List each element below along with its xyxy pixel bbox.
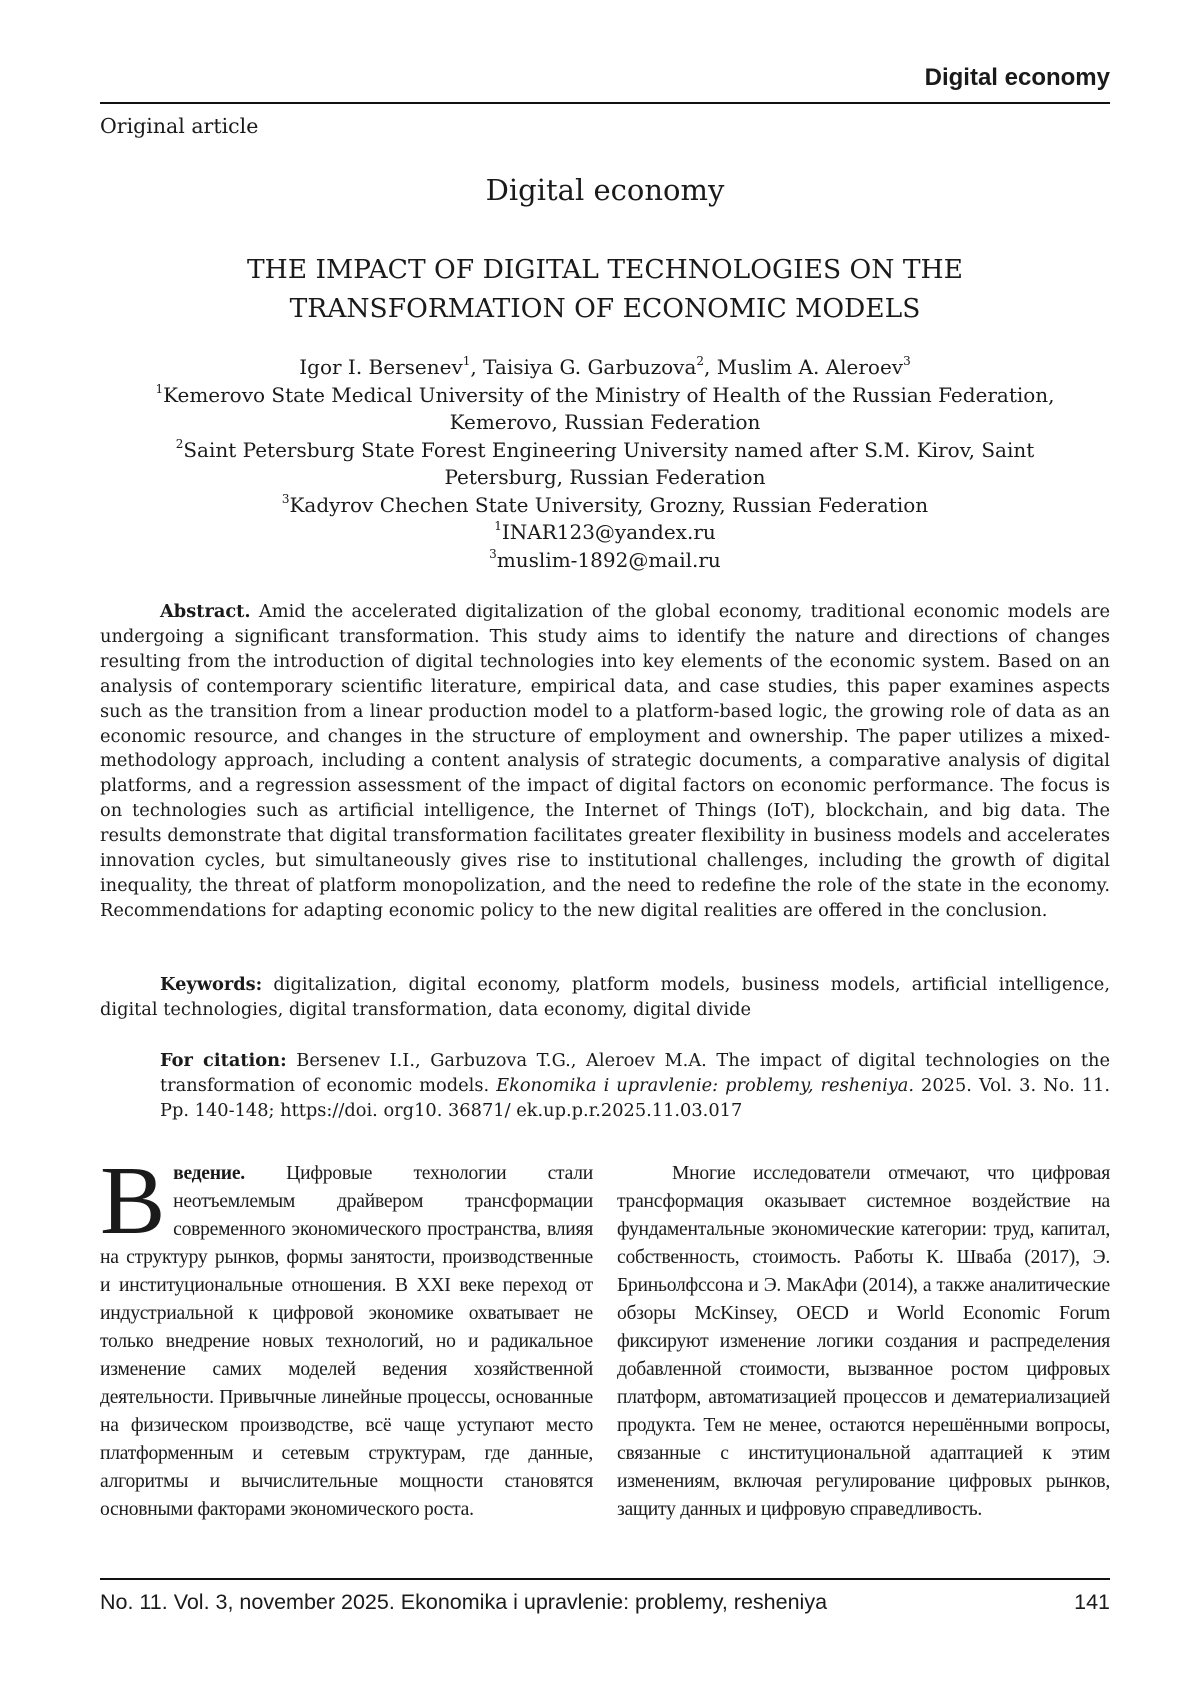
author-1-mark: 1	[462, 354, 471, 369]
intro-text: Цифровые технологии стали неотъемлемым драйвером трансформации современного экономического пространства, влияя на структуру рынков, формы занятости, производственные и институциональные отношения. В XXI веке переход от индустриальной к цифровой экономике охватывает не только внедрение новых технологий, но и радикальное изменение самих моделей ведения хозяйственной деятельности. Привычные линейные процессы, основанные на физическом производстве, всё чаще уступают место платформенным и сетевым структурам, где данные, алгоритмы и вычислительные мощности становятся основными факторами экономического роста.	[100, 1163, 593, 1520]
citation-label: For citation:	[160, 1050, 287, 1071]
footer-rule	[100, 1578, 1110, 1580]
running-header: Digital economy	[924, 64, 1110, 91]
affiliation-2-cont: Petersburg, Russian Federation	[444, 465, 766, 489]
body-column-right: Многие исследователи отмечают, что цифровая трансформация оказывает системное воздействие на фундаментальные экономические категории: труд, капитал, собственность, стоимость. Работы К. Шваба (2017), Э. Бриньолфссона и Э. МакАфи (2014), а также аналитические обзоры McKinsey, OECD и World Economic Forum фиксируют изменение логики создания и распределения добавленной стоимости, вызванное ростом цифровых платформ, автоматизацией процессов и дематериализацией продукта. Тем не менее, остаются нерешёнными вопросы, связанные с институциональной адаптацией к этим изменениям, включая регулирование цифровых рынков, защиту данных и цифровую справедливость.	[617, 1163, 1110, 1520]
citation-journal: Ekonomika i upravlenie: problemy, resheniya.	[496, 1074, 915, 1096]
keywords	[100, 973, 1110, 1023]
email-3: $^3$muslim-1892@mail.ru	[489, 546, 721, 572]
intro-label: ведение.	[173, 1163, 245, 1184]
article-title-line-2: TRANSFORMATION OF ECONOMIC MODELS	[289, 293, 921, 324]
article-title-line-1: THE IMPACT OF DIGITAL TECHNOLOGIES ON THE	[246, 254, 963, 285]
header-rule	[100, 102, 1110, 104]
affiliation-2: $^2$Saint Petersburg State Forest Engineering University named after S.M. Kirov, Saint	[175, 436, 1035, 462]
drop-cap: В	[100, 1147, 166, 1255]
body-column-left	[100, 1147, 593, 1524]
email-1: $^1$INAR123@yandex.ru	[494, 519, 716, 544]
affiliation-1-cont: Kemerovo, Russian Federation	[449, 410, 761, 434]
affiliation-1: $^1$Kemerovo State Medical University of the Ministry of Health of the Russian Federation,	[155, 381, 1055, 407]
author-3: Muslim A. Aleroev	[716, 355, 904, 379]
section-title: Digital economy	[485, 173, 725, 207]
article-title	[100, 250, 1110, 328]
author-3-mark: 3	[903, 354, 911, 369]
article-type: Original article	[100, 114, 259, 138]
author-1: Igor I. Bersenev	[299, 355, 463, 379]
abstract-text: Amid the accelerated digitalization of the global economy, traditional economic models are undergoing a significant transformation. This study aims to identify the nature and directions of changes resulting from the introduction of digital technologies into key elements of the economic system. Based on an analysis of contemporary scientific literature, empirical data, and case studies, this paper examines aspects such as the transition from a linear production model to a platform-based logic, the growing role of data as an economic resource, and changes in the structure of employment and ownership. The paper utilizes a mixed-methodology approach, including a content analysis of strategic documents, a comparative analysis of digital platforms, and a regression assessment of the impact of digital factors on economic performance. The focus is on technologies such as artificial intelligence, the Internet of Things (IoT), blockchain, and big data. The results demonstrate that digital transformation facilitates greater flexibility in business models and accelerates innovation cycles, but simultaneously gives rise to institutional challenges, including the growth of digital inequality, the threat of platform monopolization, and the need to redefine the role of the state in the economy. Recommendations for adapting economic policy to the new digital realities are offered in the conclusion.	[100, 601, 1110, 921]
page-number: 141	[1074, 1590, 1110, 1614]
author-list: Igor I. Bersenev$^1$, Taisiya G. Garbuzova$^2$, Muslim A. Aleroev$^3$	[299, 354, 911, 379]
author-2: Taisiya G. Garbuzova	[483, 355, 697, 379]
citation: For citation: Bersenev I.I., Garbuzova T.G., Aleroev M.A. The impact of digital technologies on the transformation of economic models. Ekonomika i upravlenie: problemy, resheniya. 2025. Vol. 3. No. 11. Pp. 140-148; https://doi. org10. 36871/ ek.up.p.r.2025.11.03.017	[160, 1050, 1111, 1121]
keywords-label: Keywords:	[160, 974, 263, 995]
authors-affiliations	[100, 354, 1110, 574]
footer-journal-info: No. 11. Vol. 3, november 2025. Ekonomika i upravlenie: problemy, resheniya	[100, 1590, 828, 1614]
abstract	[100, 600, 1110, 924]
keywords-text: digitalization, digital economy, platform models, business models, artificial intelligence, digital technologies, digital transformation, data economy, digital divide	[100, 974, 1110, 1020]
affiliation-3: $^3$Kadyrov Chechen State University, Grozny, Russian Federation	[281, 491, 929, 517]
author-2-mark: 2	[696, 354, 705, 369]
abstract-label: Abstract.	[160, 601, 251, 622]
